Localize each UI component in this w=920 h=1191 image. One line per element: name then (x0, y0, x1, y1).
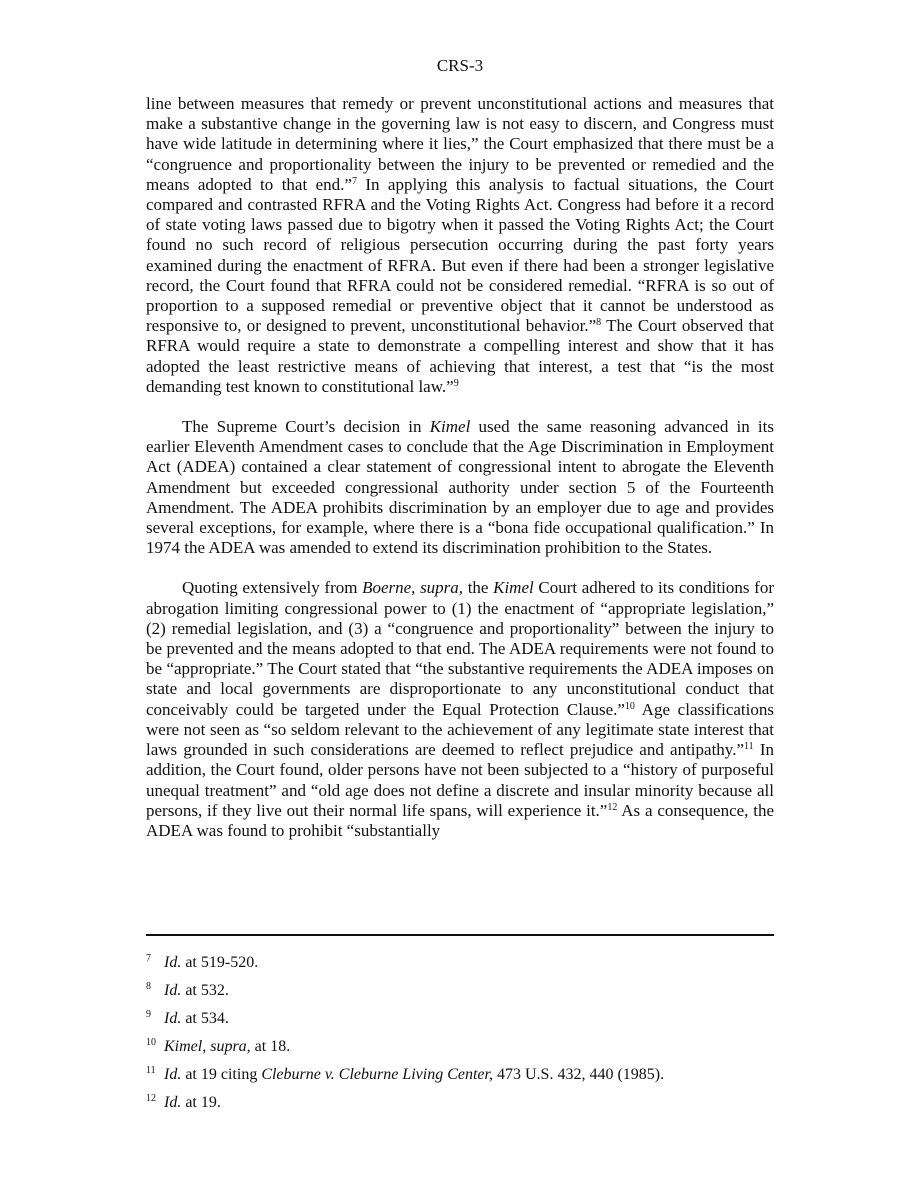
text-run: Court adhered to its conditions for abrogation limiting congressional power to (1) the enactment of “appropriate legislation,” (2) remedial legislation, and (3) a “congruence and proportionality” between the injury to be prevented and the means adopted to that end. The ADEA requirements were not found to be “appropriate.” The Court stated that “the substantive requirements the ADEA imposes on state and local governments are disproportionate to any unconstitutional conduct that conceivably could be targeted under the Equal Protection Clause.” (146, 578, 774, 719)
citation-italic: Id. (164, 1094, 182, 1111)
citation-text: at 532. (181, 982, 229, 999)
text-run: As a consequence, the ADEA was found to prohibit “substantially (146, 800, 774, 840)
footnote-10: 10 Kimel, supra, at 18. (146, 1037, 291, 1055)
text-run: used the same reasoning advanced in its earlier Eleventh Amendment cases to conclude that the Age Discrimination in Employment Act (ADEA) contained a clear statement of congressional intent to abrogate the Eleventh Amendment but exceeded congressional authority under section 5 of the Fourteenth Amendment. The ADEA prohibits discrimination by an employer due to age and provides several exceptions, for example, where there is a “bona fide occupational qualification.” In 1974 the ADEA was amended to extend its discrimination prohibition to the States. (146, 417, 774, 558)
paragraph-continued (146, 94, 774, 397)
citation-italic: Id. (164, 982, 182, 999)
citation-text: at 519-520. (181, 954, 259, 971)
footnote-ref: 10 (624, 700, 635, 712)
text-run: the (463, 578, 494, 598)
footnote-divider (146, 934, 774, 936)
footnotes (146, 954, 774, 1122)
text-run: Age classifications were not seen as “so seldom relevant to the achievement of any legitimate state interest that laws grounded in such considerations are deemed to reflect prejudice and antipathy.” (146, 699, 774, 760)
citation-text: at 534. (181, 1010, 229, 1027)
citation-italic: Id. (164, 1066, 182, 1083)
body-text (146, 94, 774, 861)
footnote-ref: 12 (607, 801, 618, 813)
footnote-9: 9 Id. at 534. (146, 1009, 229, 1027)
citation-italic: Cleburne v. Cleburne Living Center, (261, 1066, 493, 1083)
footnote-ref: 7 (351, 175, 357, 187)
footnote-ref: 11 (744, 741, 754, 753)
citation-text: at 19. (181, 1094, 221, 1111)
citation-italic: Id. (164, 1010, 182, 1027)
text-run: Quoting extensively from (182, 578, 363, 598)
text-run: In addition, the Court found, older persons have not been subjected to a “history of purposeful unequal treatment” and “old age does not define a discrete and insular minority because all persons, if they live out their normal life spans, will experience it.” (146, 740, 774, 820)
footnote-7: 7 Id. at 519-520. (146, 953, 259, 971)
paragraph-boerne-quote (146, 578, 774, 841)
case-name: Kimel (429, 417, 471, 437)
footnote-11: 11 Id. at 19 citing Cleburne v. Cleburne Living Center, 473 U.S. 432, 440 (1985). (146, 1065, 665, 1083)
text-run: line between measures that remedy or prevent unconstitutional actions and measures that make a substantive change in the governing law is not easy to discern, and Congress must have wide latitude in determining where it lies,” the Court emphasized that there must be a “congruence and proportionality between the injury to be prevented or remedied and the means adopted to that end.” (146, 94, 774, 194)
citation-text: at 19 citing (181, 1066, 262, 1083)
case-name: Boerne, supra, (362, 578, 464, 598)
footnote-ref: 8 (596, 317, 602, 329)
citation-text: 473 U.S. 432, 440 (1985). (492, 1066, 665, 1083)
page-number: CRS-3 (436, 56, 484, 75)
citation-italic: Id. (164, 954, 182, 971)
text-run: In applying this analysis to factual situations, the Court compared and contrasted RFRA and the Voting Rights Act. Congress had before it a record of state voting laws passed due to bigotry when it passed the Voting Rights Act; the Court found no such record of religious persecution occurring during the past forty years examined during the enactment of RFRA. But even if there had been a stronger legislative record, the Court found that RFRA could not be considered remedial. “RFRA is so out of proportion to a supposed remedial or preventive object that it cannot be understood as responsive to, or designed to prevent, unconstitutional behavior.” (146, 174, 774, 336)
footnote-12: 12 Id. at 19. (146, 1093, 221, 1111)
footnote-ref: 9 (453, 377, 459, 389)
case-name: Kimel (493, 578, 534, 598)
citation-text: at 18. (250, 1038, 291, 1055)
paragraph-kimel-decision (146, 417, 774, 558)
text-run: The Court observed that RFRA would require a state to demonstrate a compelling interest and show that it has adopted the least restrictive means of achieving that interest, a test that “is the most demanding test known to constitutional law.” (146, 316, 774, 396)
citation-italic: Kimel, supra, (164, 1038, 251, 1055)
footnote-8: 8 Id. at 532. (146, 981, 229, 999)
text-run: The Supreme Court’s decision in (182, 417, 430, 437)
